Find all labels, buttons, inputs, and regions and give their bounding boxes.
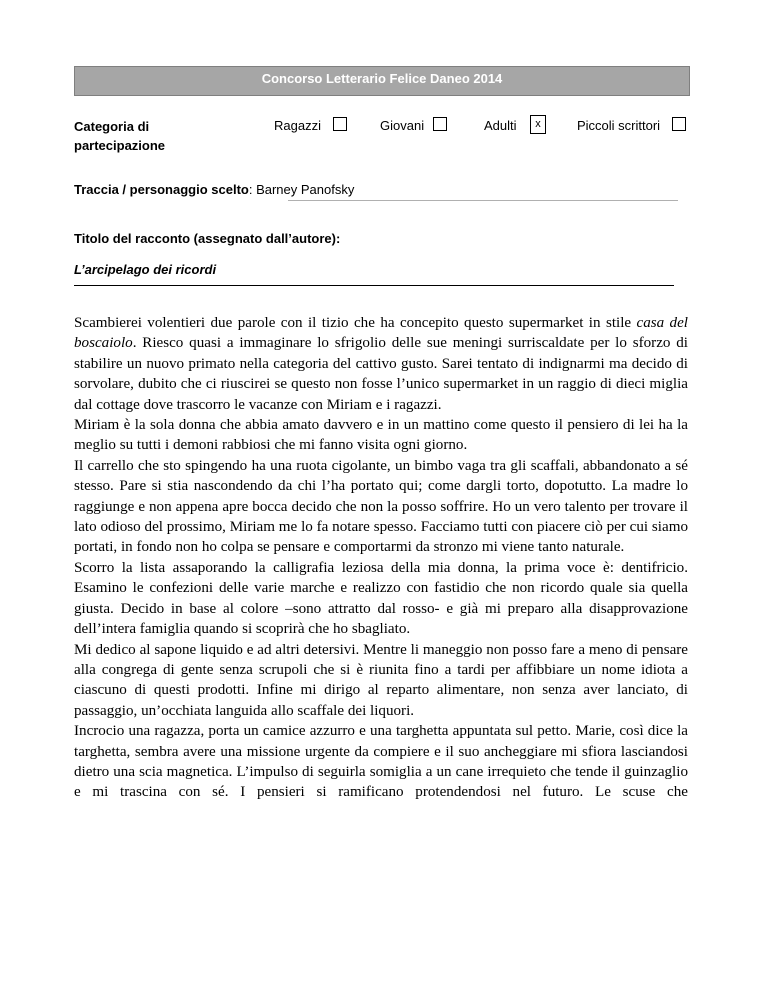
option-ragazzi-checkbox[interactable] xyxy=(333,117,347,131)
story-paragraph: Mi dedico al sapone liquido e ad altri detersivi. Mentre li maneggio non posso fare a meno di pensare alla congrega di gente senza scrupoli che si è riunita fino a tardi per affibbiare un nome idiota a ciascuno di questi prodotti. Infine mi dirigo al reparto alimentare, non senza aver lanciato, di passaggio, un’occhiata languida allo scaffale dei liquori. xyxy=(74,641,688,719)
traccia-underline xyxy=(288,200,678,201)
option-piccoli-scrittori-checkbox[interactable] xyxy=(672,117,686,131)
category-label xyxy=(74,117,165,155)
story-text xyxy=(74,313,688,803)
option-piccoli-scrittori-label: Piccoli scrittori xyxy=(577,118,661,133)
story-paragraph: Incrocio una ragazza, porta un camice azzurro e una targhetta appuntata sul petto. Marie, così dice la targhetta, sembra avere una missione urgente da compiere e il suo ancheggiare mi sfiora lasciandosi dietro una scia magnetica. L’impulso di seguirla somiglia a un cane irrequieto che tende il guinzaglio e mi trascina con sé. I pensieri si ramificano protendendosi nel futuro. Le scuse che xyxy=(74,723,688,801)
option-giovani-label: Giovani xyxy=(380,118,425,133)
story-paragraph: Scorro la lista assaporando la calligrafia leziosa della mia donna, la prima voce è: dentifricio. Esamino le confezioni delle varie marche e realizzo con fastidio che non ricordo quale sia quella giusta. Decido in base al colore –sono attratto dal rosso- e già mi preparo alla disapprovazione dell’intera famiglia quando si scoprirà che ho sbagliato. xyxy=(74,559,688,638)
story-paragraph xyxy=(74,313,688,415)
option-giovani-checkbox[interactable] xyxy=(433,117,447,131)
option-ragazzi-label: Ragazzi xyxy=(274,118,321,133)
story-paragraph: Il carrello che sto spingendo ha una ruota cigolante, un bimbo vaga tra gli scaffali, abbandonato a sé stesso. Pare si stia nascondendo da chi l’ha portato qui; come dargli torto, dopotutto. La madre lo raggiunge e non appena apre bocca decido che non la posso soffrire. Ho un vero talento per trovare il lato odioso del prossimo, Miriam me lo fa notare spesso. Facciamo tutti con piacere ciò per cui siamo portati, in fondo non ho colpa se pensare e comportarmi da stronzo mi viene tanto naturale. xyxy=(74,457,688,556)
category-label-line2: partecipazione xyxy=(74,138,166,153)
category-label-line1: Categoria di xyxy=(74,119,150,134)
titolo-value: L’arcipelago dei ricordi xyxy=(74,262,217,277)
story-p1-start: Scambierei volentieri due parole con il tizio che ha concepito questo supermarket in stile xyxy=(74,315,637,331)
story-p1-end: . Riesco quasi a immaginare lo sfrigolio delle sue meningi surriscaldate per lo sforzo di stabilire un nuovo primato nella categoria del cattivo gusto. Sarei tentato di indignarmi ma decido di sorvolare, dubito che ci riuscirei se questo non fosse l’unico supermarket in un raggio di dieci miglia dal cottage dove trascorro le vacanze con Miriam e i ragazzi. xyxy=(74,335,688,413)
traccia-separator: : xyxy=(248,182,257,197)
contest-title-banner xyxy=(74,66,690,96)
option-adulti-label: Adulti xyxy=(484,118,517,133)
traccia-value: Barney Panofsky xyxy=(256,182,355,197)
traccia-row xyxy=(74,182,354,197)
option-adulti-checkbox[interactable]: x xyxy=(530,115,546,134)
story-p1-italic: casa del boscaiolo xyxy=(74,315,688,352)
titolo-underline xyxy=(74,285,674,286)
story-paragraph: Miriam è la sola donna che abbia amato davvero e in un mattino come questo il pensiero di lei ha la meglio su tutti i demoni rabbiosi che mi fanno visita ogni giorno. xyxy=(74,417,688,454)
titolo-label: Titolo del racconto (assegnato dall’autore): xyxy=(74,231,341,246)
traccia-label: Traccia / personaggio scelto xyxy=(74,182,249,197)
contest-title: Concorso Letterario Felice Daneo 2014 xyxy=(261,71,503,86)
